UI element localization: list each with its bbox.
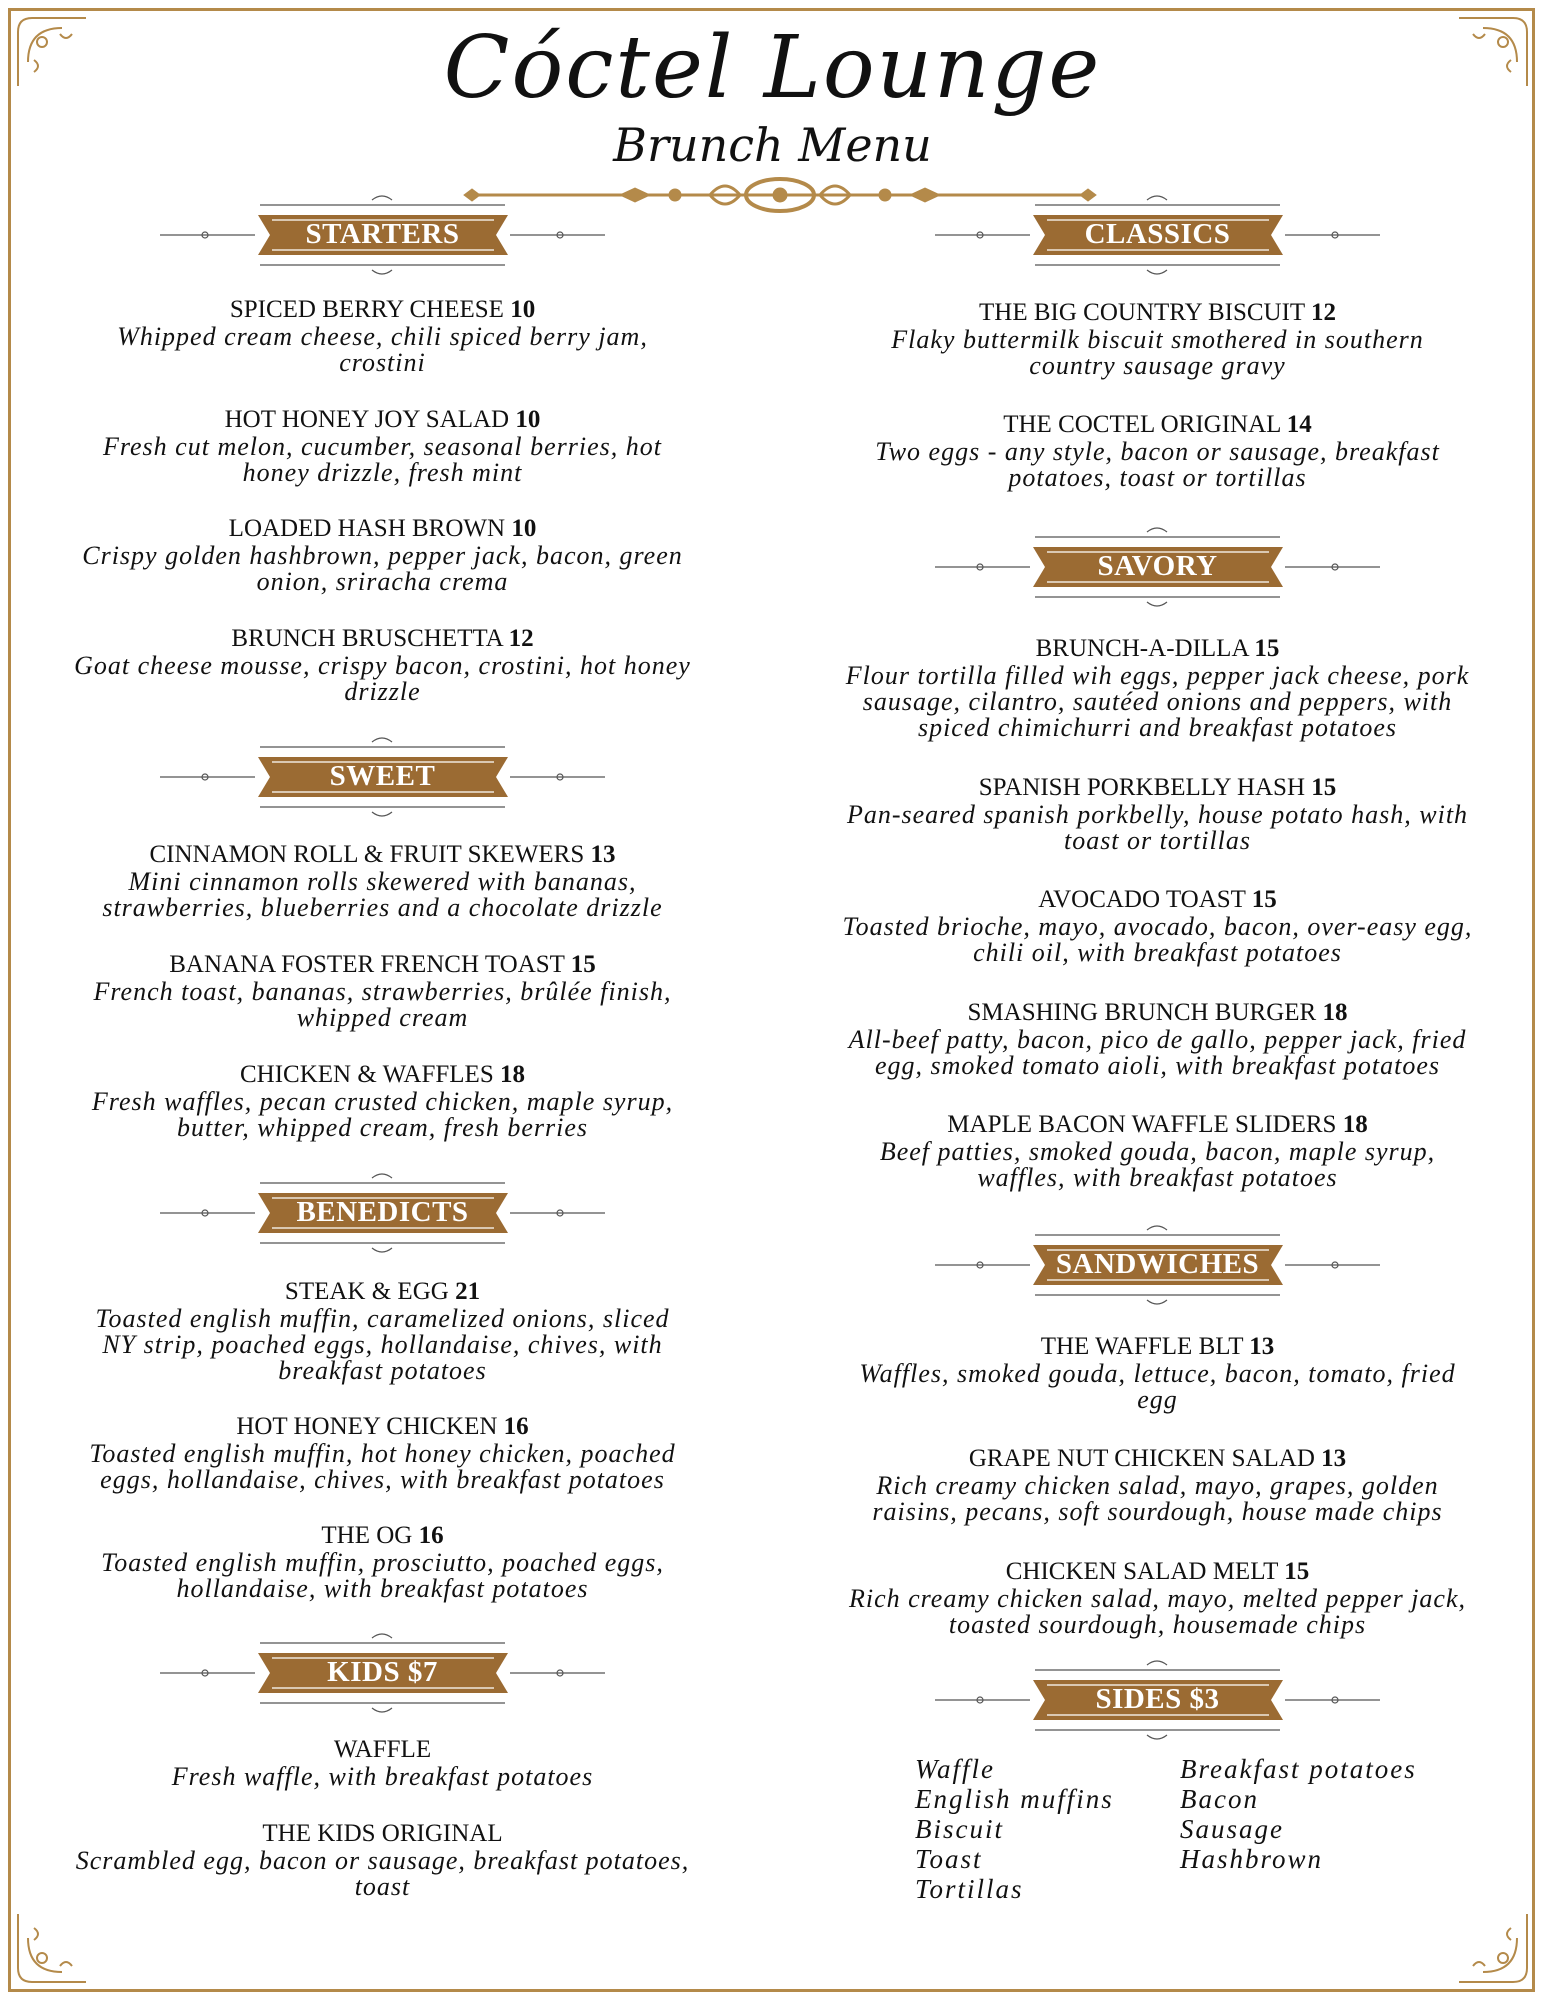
section-heading: KIDS $7 [327,1656,438,1688]
menu-item [795,1445,1520,1525]
item-price: 15 [1284,1558,1310,1585]
item-price: 10 [515,406,541,433]
item-price: 18 [1342,1111,1368,1138]
menu-subtitle: Brunch Menu [613,118,932,172]
menu-item [795,1558,1520,1638]
item-description: breakfast potatoes [278,1356,487,1385]
item-price: 18 [1322,999,1348,1026]
item-description: Rich creamy chicken salad, mayo, melted pepper jack, [848,1584,1467,1613]
item-price: 16 [418,1522,444,1549]
item-name: STEAK & EGG [284,1278,449,1305]
section-heading: SAVORY [1097,550,1218,582]
item-description: French toast, bananas, strawberries, brûlée finish, [93,977,672,1006]
menu-item [795,299,1520,379]
item-description: Whipped cream cheese, chili spiced berry jam, [117,322,648,351]
item-description: Two eggs - any style, bacon or sausage, breakfast [875,437,1440,466]
menu-item [795,1111,1520,1191]
item-description: All-beef patty, bacon, pico de gallo, pepper jack, fried [848,1025,1467,1054]
item-price: 15 [570,951,596,978]
item-price: 14 [1286,411,1312,438]
item-price: 10 [511,515,537,542]
item-description: toasted sourdough, housemade chips [948,1610,1367,1639]
item-name: CHICKEN & WAFFLES [240,1061,494,1088]
item-description: hollandaise, with breakfast potatoes [176,1574,589,1603]
item-description: NY strip, poached eggs, hollandaise, chives, with [102,1330,663,1359]
item-description: toast or tortillas [1063,826,1252,855]
section-banner-sweet [20,732,745,822]
section-heading: STARTERS [305,218,460,250]
item-description: toast [354,1872,411,1901]
item-price: 21 [455,1278,481,1305]
item-name: THE KIDS ORIGINAL [262,1820,503,1847]
item-description: Crispy golden hashbrown, pepper jack, bacon, green [82,541,683,570]
menu-item [20,296,745,376]
item-name: HOT HONEY JOY SALAD [224,406,510,433]
menu-item [20,1061,745,1141]
section-banner-benedicts [20,1168,745,1258]
item-description: egg, smoked tomato aioli, with breakfast potatoes [874,1051,1441,1080]
item-name: THE OG [321,1522,413,1549]
menu-item [20,1278,745,1384]
item-description: Toasted english muffin, hot honey chicken, poached [89,1439,676,1468]
item-name: LOADED HASH BROWN [228,515,506,542]
item-description: Fresh waffle, with breakfast potatoes [171,1762,594,1791]
item-description: spiced chimichurri and breakfast potatoes [917,713,1398,742]
item-description: Waffles, smoked gouda, lettuce, bacon, tomato, fried [859,1359,1456,1388]
item-price: 13 [1321,1445,1347,1472]
item-price: 15 [1251,886,1277,913]
item-description: Mini cinnamon rolls skewered with bananas, [128,867,637,896]
item-name: THE BIG COUNTRY BISCUIT [979,299,1305,326]
section-banner-savory [795,522,1520,612]
item-description: Scrambled egg, bacon or sausage, breakfast potatoes, [75,1846,690,1875]
item-name: AVOCADO TOAST [1038,886,1246,913]
item-description: potatoes, toast or tortillas [1008,463,1307,492]
item-name: HOT HONEY CHICKEN [236,1413,498,1440]
item-description: waffles, with breakfast potatoes [977,1163,1338,1192]
item-name: GRAPE NUT CHICKEN SALAD [968,1445,1315,1472]
item-name: BRUNCH BRUSCHETTA [231,625,503,652]
item-description: Flaky buttermilk biscuit smothered in southern [891,325,1424,354]
item-price: 10 [510,296,536,323]
item-description: crostini [339,348,426,377]
side-item: Hashbrown [1180,1844,1324,1874]
corner-ornament-icon [12,1908,92,1988]
section-banner-classics [795,190,1520,280]
item-name: BRUNCH-A-DILLA [1035,635,1249,662]
side-item: English muffins [915,1784,1114,1814]
side-item: Sausage [1180,1814,1284,1844]
item-description: drizzle [344,677,421,706]
item-name: SMASHING BRUNCH BURGER [967,999,1317,1026]
item-price: 12 [1310,299,1336,326]
menu-item [20,1820,745,1900]
side-item: Biscuit [915,1814,1004,1844]
item-price: 12 [508,625,534,652]
side-item: Waffle [915,1754,996,1784]
side-item: Bacon [1180,1784,1259,1814]
item-description: Flour tortilla filled wih eggs, pepper jack cheese, pork [845,661,1470,690]
menu-item [20,1413,745,1493]
item-price: 13 [1249,1333,1275,1360]
item-name: WAFFLE [333,1736,432,1763]
sides-list-left [915,1754,1114,1904]
menu-item [795,774,1520,854]
item-description: Fresh cut melon, cucumber, seasonal berries, hot [102,432,662,461]
menu-item [795,886,1520,966]
menu-item [20,841,745,921]
menu-item [20,406,745,486]
item-description: Toasted brioche, mayo, avocado, bacon, over-easy egg, [842,912,1473,941]
item-name: THE COCTEL ORIGINAL [1003,411,1281,438]
menu-item [20,951,745,1031]
menu-item [20,515,745,595]
item-name: MAPLE BACON WAFFLE SLIDERS [947,1111,1337,1138]
sides-list-right [1180,1754,1417,1874]
item-name: CINNAMON ROLL & FRUIT SKEWERS [149,841,585,868]
section-heading: BENEDICTS [296,1196,469,1228]
side-item: Toast [915,1844,983,1874]
item-description: chili oil, with breakfast potatoes [973,938,1342,967]
side-item: Breakfast potatoes [1180,1754,1417,1784]
item-description: Goat cheese mousse, crispy bacon, crostini, hot honey [74,651,691,680]
item-description: strawberries, blueberries and a chocolate drizzle [102,893,663,922]
menu-item [795,635,1520,741]
item-description: Fresh waffles, pecan crusted chicken, maple syrup, [91,1087,674,1116]
item-name: CHICKEN SALAD MELT [1005,1558,1278,1585]
section-banner-kids [20,1628,745,1718]
item-name: BANANA FOSTER FRENCH TOAST [169,951,565,978]
item-description: whipped cream [296,1003,469,1032]
item-description: honey drizzle, fresh mint [242,458,523,487]
menu-item [20,1736,745,1790]
item-description: Toasted english muffin, caramelized onions, sliced [95,1304,670,1333]
item-description: sausage, cilantro, sautéed onions and peppers, with [862,687,1453,716]
item-price: 16 [503,1413,529,1440]
item-price: 15 [1311,774,1337,801]
menu-item [20,1522,745,1602]
menu-item [795,411,1520,491]
item-description: country sausage gravy [1029,351,1286,380]
item-name: SPANISH PORKBELLY HASH [978,774,1306,801]
item-name: THE WAFFLE BLT [1040,1333,1244,1360]
section-heading: SWEET [329,760,436,792]
section-banner-sides [795,1655,1520,1745]
section-heading: SIDES $3 [1095,1683,1220,1715]
section-heading: SANDWICHES [1055,1248,1260,1280]
item-description: Rich creamy chicken salad, mayo, grapes, golden [876,1471,1439,1500]
section-banner-sandwiches [795,1220,1520,1310]
item-price: 15 [1254,635,1280,662]
item-description: Pan-seared spanish porkbelly, house potato hash, with [846,800,1469,829]
menu-item [20,625,745,705]
item-description: butter, whipped cream, fresh berries [176,1113,589,1142]
item-price: 18 [500,1061,525,1088]
item-description: eggs, hollandaise, chives, with breakfast potatoes [100,1465,665,1494]
item-description: raisins, pecans, soft sourdough, house made chips [872,1497,1443,1526]
item-description: Toasted english muffin, prosciutto, poached eggs, [101,1548,664,1577]
menu-item [795,1333,1520,1413]
corner-ornament-icon [1453,1908,1533,1988]
item-description: egg [1137,1385,1178,1414]
item-description: onion, sriracha crema [256,567,509,596]
section-heading: CLASSICS [1084,218,1231,250]
item-name: SPICED BERRY CHEESE [229,296,504,323]
item-price: 13 [590,841,616,868]
section-banner-starters [20,190,745,280]
menu-item [795,999,1520,1079]
item-description: Beef patties, smoked gouda, bacon, maple syrup, [879,1137,1436,1166]
restaurant-title: Cóctel Lounge [443,18,1102,118]
side-item: Tortillas [915,1874,1024,1904]
